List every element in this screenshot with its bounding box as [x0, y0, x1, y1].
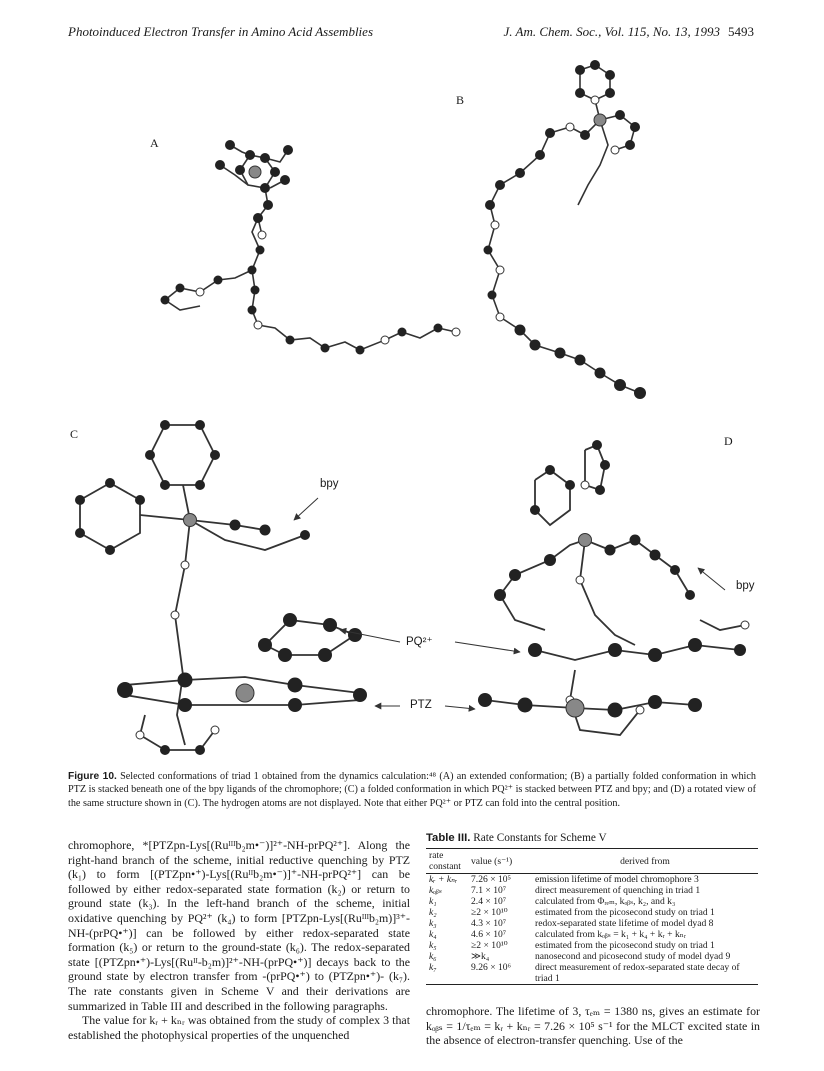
- panel-label-a: A: [150, 136, 159, 150]
- table-cell: k₃: [429, 918, 437, 929]
- table-cell: estimated from the picosecond study on triad 1: [535, 907, 715, 918]
- table-cell: 2.4 × 10⁷: [471, 896, 507, 907]
- table-cell: 7.26 × 10⁵: [471, 874, 511, 885]
- table-header-cell: derived from: [532, 849, 758, 874]
- table-cell: nanosecond and picosecond study of model dyad 9: [535, 951, 731, 962]
- ptz-label: PTZ: [410, 699, 432, 711]
- table-row: [426, 918, 758, 929]
- panel-label-b: B: [456, 93, 465, 107]
- journal-reference: [503, 24, 754, 40]
- table-cell: 9.26 × 10⁶: [468, 962, 532, 985]
- rate-constants-table: [426, 848, 758, 985]
- table-row: [426, 885, 758, 896]
- body-paragraph: The value for kᵣ + kₙᵣ was obtained from the study of complex 3 that established the photophysical properties of the unquenched: [68, 1013, 410, 1042]
- table-row: [426, 874, 758, 886]
- table-row: [426, 951, 758, 962]
- table-cell: calculated from Φᵣₑₘ, kₒᵦₛ, k₂, and k₃: [535, 896, 676, 907]
- table-cell: calculated from kₒᵦₛ = k₁ + k₄ + kᵣ + kₙᵣ: [535, 929, 687, 940]
- table-cell: emission lifetime of model chromophore 3: [535, 874, 699, 885]
- table-title-text: Rate Constants for Scheme V: [473, 832, 607, 844]
- table-cell: 4.3 × 10⁷: [471, 918, 507, 929]
- panel-label-d: D: [724, 434, 733, 448]
- running-title: Photoinduced Electron Transfer in Amino Acid Assemblies: [68, 24, 373, 39]
- table-cell: k₇: [426, 962, 468, 985]
- annotation-arrows: [280, 490, 760, 720]
- table-body: [426, 874, 758, 985]
- table-row: [426, 907, 758, 918]
- table-cell: kₒᵦₛ: [429, 885, 442, 896]
- table-cell: ≫k₄: [471, 951, 490, 962]
- figure-caption-text: Selected conformations of triad 1 obtained from the dynamics calculation:⁴⁸ (A) an extended conformation; (B) a partially folded conformation in which PTZ is stacked beneath one of the bpy ligands of the chromophore; (C) a folded conformation in which PQ²⁺ is stacked between PTZ and bpy; and (D) a rotated view of the same structure shown in (C). The hydrogen atoms are not displayed. Note that either PQ²⁺ or PTZ can fold into the central position.: [68, 771, 756, 809]
- table-cell: redox-separated state lifetime of model dyad 8: [535, 918, 714, 929]
- table-cell: ≥2 × 10¹⁰: [471, 907, 508, 918]
- table-cell: estimated from the picosecond study on triad 1: [535, 940, 715, 951]
- table-header-cell: rate constant: [426, 849, 468, 874]
- table-row: [426, 929, 758, 940]
- body-paragraph: chromophore. The lifetime of 3, τₑₘ = 1380 ns, gives an estimate for kₒᵦₛ = 1/τₑₘ = kᵣ + kₙᵣ = 7.26 × 10⁵ s⁻¹ for the MLCT excited state in the absence of electron-transfer quenching. Use of the: [426, 1004, 760, 1048]
- bpy-label-d: bpy: [736, 580, 755, 592]
- table-cell: k₆: [429, 951, 437, 962]
- table-cell: k₁: [429, 896, 437, 907]
- table-header-cell: value (s⁻¹): [468, 849, 532, 874]
- figure-caption-label: Figure 10.: [68, 771, 117, 782]
- table-cell: ≥2 × 10¹⁰: [471, 940, 508, 951]
- body-paragraph: chromophore, *[PTZpn-Lys[(Ruᴵᴵᴵb₂m•⁻)]²⁺-NH-prPQ²⁺]. Along the right-hand branch of the scheme, initial reductive quenching by PTZ (k₁) to form [(PTZpn•⁺)-Lys[(Ruᴵᴵb₂m•⁻)]⁺-NH-prPQ²⁺] can be followed by either redox-separated state formation (k₂) or return to ground state (k₃). In the left-hand branch of the scheme, initial oxidative quenching by PQ²⁺ (k₄) to form [PTZpn-Lys[(Ruᴵᴵᴵb₂m)]³⁺-NH-(prPQ•⁺)] can be followed by either redox-separated state formation (k₅) or return to the ground-state (k₆). The redox-separated state [(PTZpn•⁺)-Lys[(Ruᴵᴵ-b₂m)]²⁺-NH-(prPQ•⁺)] decays back to the ground state by electron transfer from -(prPQ•⁺) to (PTZpn•⁺)- (k₇). The rate constants given in Scheme V and their derivations are summarized in Table III and described in the following paragraphs.: [68, 838, 410, 1013]
- table-row: [426, 962, 758, 985]
- table-cell: k₄: [429, 929, 437, 940]
- journal-ref-text: J. Am. Chem. Soc., Vol. 115, No. 13, 1993: [503, 24, 720, 39]
- table-cell: k₂: [429, 907, 437, 918]
- table-header-row: [426, 849, 758, 874]
- table-cell: direct measurement of redox-separated state decay of triad 1: [532, 962, 758, 985]
- body-right-column: [426, 1004, 760, 1048]
- bpy-label-c: bpy: [320, 478, 339, 490]
- table-cell: direct measurement of quenching in triad 1: [535, 885, 701, 896]
- panel-label-c: C: [70, 427, 79, 441]
- body-left-column: [68, 838, 410, 1042]
- table-cell: 7.1 × 10⁷: [471, 885, 507, 896]
- pq-label: PQ²⁺: [406, 636, 433, 648]
- molecule-panel-a: [140, 110, 470, 360]
- table-title: [426, 832, 760, 844]
- table-row: [426, 896, 758, 907]
- table-cell: kᵣ + kₙᵣ: [429, 874, 458, 885]
- molecule-panel-b: [470, 55, 680, 415]
- table-cell: 4.6 × 10⁷: [471, 929, 507, 940]
- table-row: [426, 940, 758, 951]
- table-number: Table III.: [426, 832, 471, 844]
- table-cell: k₅: [429, 940, 437, 951]
- page-number: 5493: [728, 24, 754, 39]
- figure-caption: [68, 770, 756, 810]
